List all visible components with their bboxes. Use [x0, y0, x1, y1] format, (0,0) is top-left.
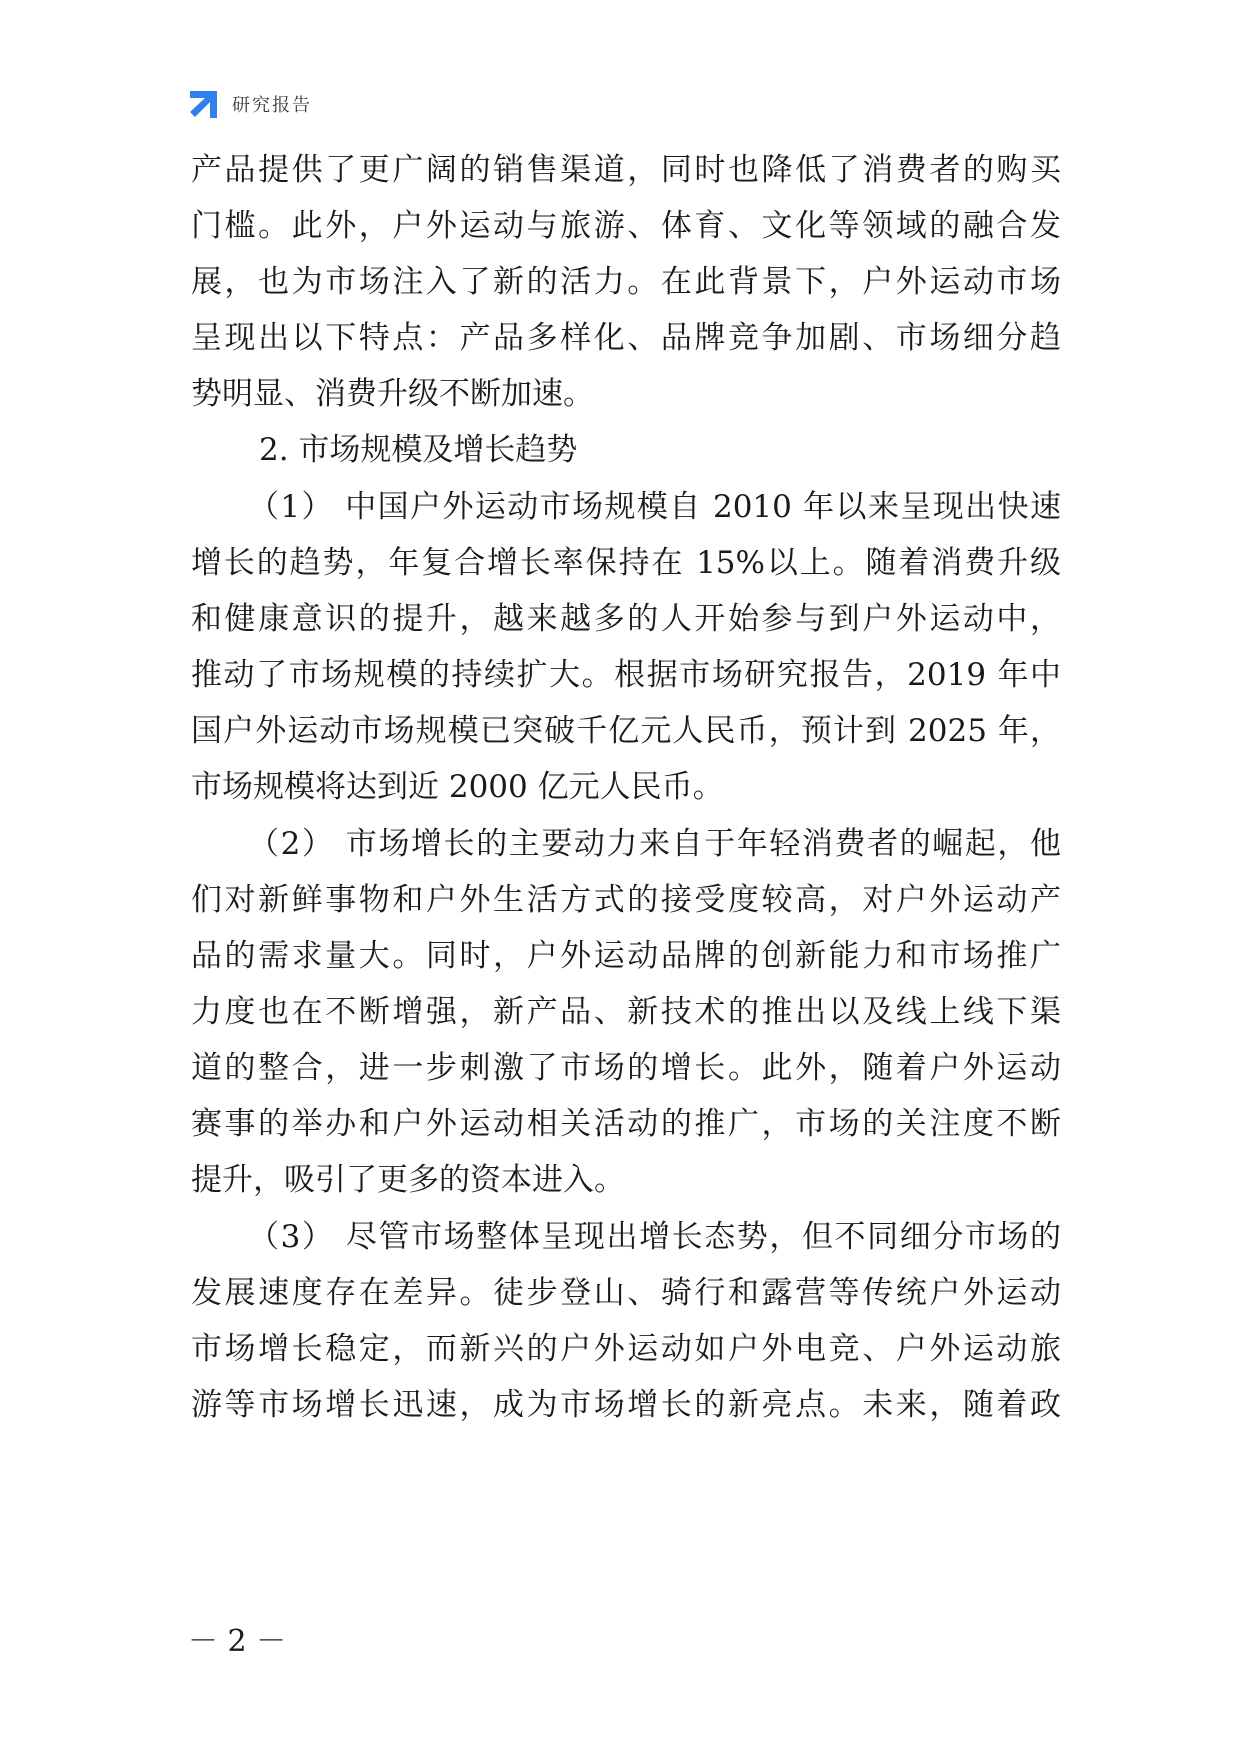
paragraph-line: 国户外运动市场规模已突破千亿元人民币，预计到 2025 年，: [191, 713, 1061, 749]
paragraph-line: 展，也为市场注入了新的活力。在此背景下，户外运动市场: [191, 264, 1061, 300]
paragraph-line: 市场规模将达到近 2000 亿元人民币。: [191, 769, 724, 805]
paragraph-line: 门槛。此外，户外运动与旅游、体育、文化等领域的融合发: [191, 208, 1061, 244]
paragraph-line: （3） 尽管市场整体呈现出增长态势，但不同细分市场的: [248, 1219, 1061, 1255]
section-heading: 2. 市场规模及增长趋势: [259, 432, 578, 468]
header-title: 研究报告: [232, 95, 312, 116]
paragraph-line: 推动了市场规模的持续扩大。根据市场研究报告，2019 年中: [191, 657, 1061, 693]
paragraph-line: 道的整合，进一步刺激了市场的增长。此外，随着户外运动: [191, 1050, 1061, 1086]
paragraph-line: 游等市场增长迅速，成为市场增长的新亮点。未来，随着政: [191, 1387, 1061, 1423]
paragraph-line: 力度也在不断增强，新产品、新技术的推出以及线上线下渠: [191, 994, 1061, 1030]
paragraph-line: 市场增长稳定，而新兴的户外运动如户外电竞、户外运动旅: [191, 1331, 1061, 1367]
paragraph-line: 和健康意识的提升，越来越多的人开始参与到户外运动中，: [191, 601, 1061, 637]
paragraph-line: （2） 市场增长的主要动力来自于年轻消费者的崛起，他: [248, 826, 1061, 862]
paragraph-line: 赛事的举办和户外运动相关活动的推广，市场的关注度不断: [191, 1106, 1061, 1142]
paragraph-line: （1） 中国户外运动市场规模自 2010 年以来呈现出快速: [248, 489, 1061, 525]
paragraph-line: 增长的趋势，年复合增长率保持在 15%以上。随着消费升级: [191, 545, 1061, 581]
page-number: － 2 －: [188, 1624, 287, 1659]
paragraph-line: 产品提供了更广阔的销售渠道，同时也降低了消费者的购买: [191, 152, 1061, 188]
report-header: [188, 88, 312, 120]
paragraph-line: 提升，吸引了更多的资本进入。: [191, 1162, 625, 1198]
paragraph-line: 势明显、消费升级不断加速。: [191, 376, 594, 412]
paragraph-line: 们对新鲜事物和户外生活方式的接受度较高，对户外运动产: [191, 882, 1061, 918]
paragraph-line: 品的需求量大。同时，户外运动品牌的创新能力和市场推广: [191, 938, 1061, 974]
paragraph-line: 呈现出以下特点：产品多样化、品牌竞争加剧、市场细分趋: [191, 320, 1061, 356]
paragraph-line: 发展速度存在差异。徒步登山、骑行和露营等传统户外运动: [191, 1275, 1061, 1311]
arrow-logo-icon: [188, 88, 220, 120]
